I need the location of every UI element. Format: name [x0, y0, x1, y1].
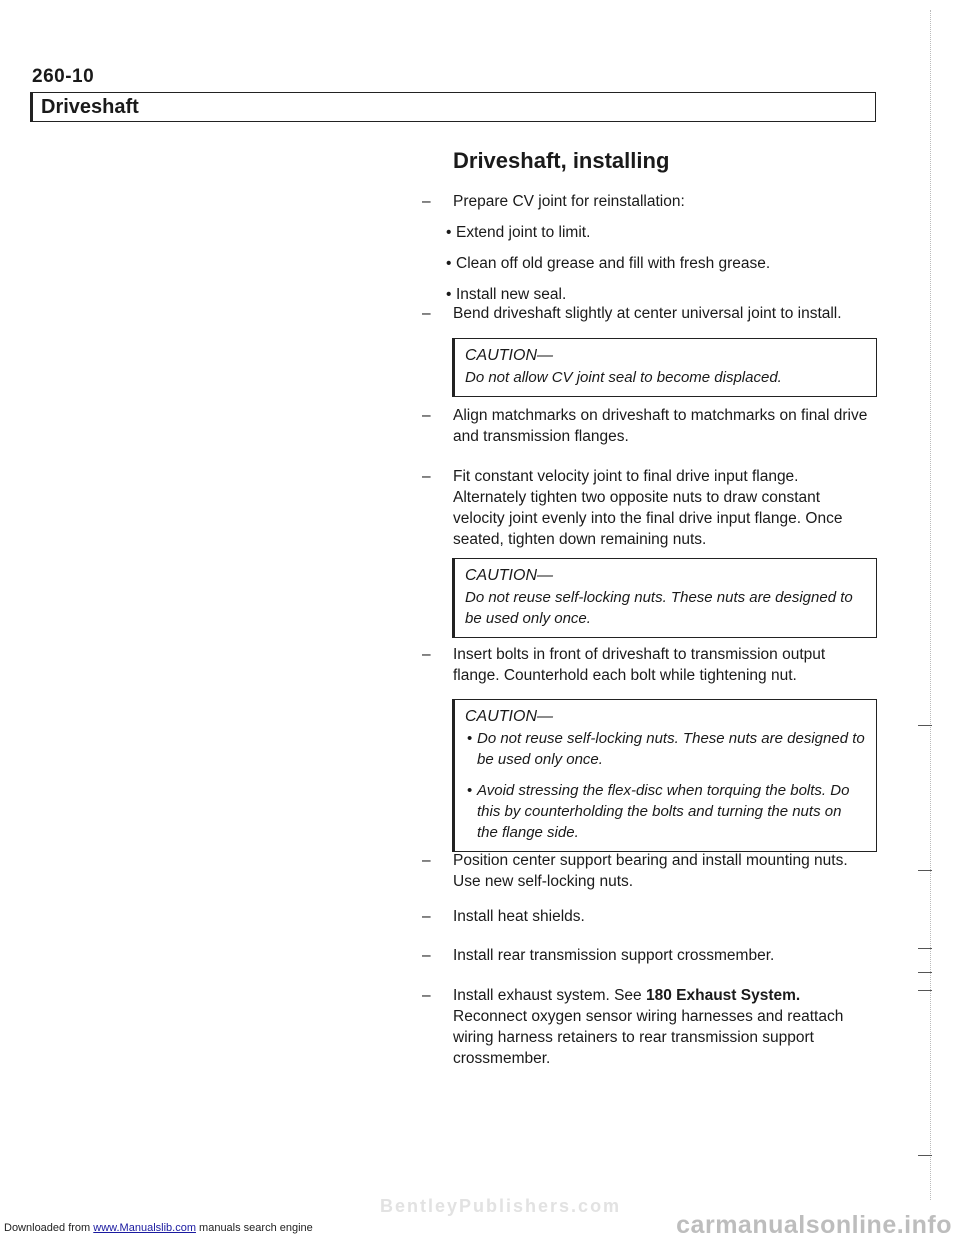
section-title: Driveshaft — [41, 96, 139, 118]
procedure-step — [422, 466, 872, 550]
step-text: Insert bolts in front of driveshaft to transmission output flange. Counterhold each bolt while tightening nut. — [453, 646, 826, 684]
step-text: Bend driveshaft slightly at center universal joint to install. — [453, 305, 842, 322]
site-brand: carmanualsonline.info — [676, 1211, 952, 1239]
scan-edge-mark — [918, 990, 932, 991]
scan-edge-mark — [918, 972, 932, 973]
step-bullet: • Extend joint to limit. — [456, 222, 872, 243]
scan-edge-mark — [918, 1155, 932, 1156]
cross-reference: 180 Exhaust System. — [645, 987, 801, 1004]
step-dash: – — [422, 852, 431, 869]
caution-title: CAUTION— — [465, 347, 553, 364]
manualslib-link[interactable]: www.Manualslib.com — [93, 1222, 196, 1234]
scan-edge-mark — [918, 948, 932, 949]
step-dash: – — [422, 947, 431, 964]
download-footer — [4, 1222, 313, 1234]
page-number: 260-10 — [32, 66, 95, 87]
scan-edge-mark — [918, 870, 932, 871]
caution-box — [452, 699, 877, 852]
step-dash: – — [422, 193, 431, 210]
scan-edge-mark — [918, 725, 932, 726]
step-bullet: • Clean off old grease and fill with fresh grease. — [456, 253, 872, 274]
caution-box — [452, 558, 877, 638]
step-text-after: Reconnect oxygen sensor wiring harnesses and reattach wiring harness retainers to rear transmission support crossmember. — [453, 1008, 844, 1067]
step-text — [453, 985, 872, 1069]
step-text-before: Install exhaust system. See — [453, 987, 646, 1004]
scan-edge-line — [930, 10, 931, 1200]
caution-bullet: • Do not reuse self-locking nuts. These nuts are designed to be used only once. — [477, 728, 866, 770]
procedure-step — [422, 945, 872, 966]
procedure-step — [422, 405, 872, 447]
step-text: Prepare CV joint for reinstallation: — [453, 193, 685, 210]
procedure-step — [422, 906, 872, 927]
caution-text: Do not reuse self-locking nuts. These nuts are designed to be used only once. — [465, 589, 853, 627]
step-dash: – — [422, 468, 431, 485]
step-text: Install heat shields. — [453, 908, 585, 925]
step-dash: – — [422, 908, 431, 925]
caution-bullet-list — [465, 728, 866, 843]
step-text: Fit constant velocity joint to final drive input flange. Alternately tighten two opposite nuts to draw constant velocity joint evenly into the final drive input flange. Once seated, tighten down remaining nuts. — [453, 468, 843, 548]
caution-title: CAUTION— — [465, 708, 553, 725]
caution-text: Do not allow CV joint seal to become displaced. — [465, 369, 782, 386]
publisher-watermark: BentleyPublishers.com — [380, 1196, 622, 1216]
procedure-step — [422, 850, 872, 892]
procedure-step — [422, 644, 872, 686]
step-text: Install rear transmission support crossmember. — [453, 947, 775, 964]
section-header — [30, 92, 876, 122]
step-bullet: • Install new seal. — [456, 284, 872, 305]
procedure-heading: Driveshaft, installing — [453, 148, 670, 173]
step-text: Position center support bearing and install mounting nuts. Use new self-locking nuts. — [453, 852, 848, 890]
footer-prefix: Downloaded from — [4, 1222, 94, 1234]
step-text: Align matchmarks on driveshaft to matchmarks on final drive and transmission flanges. — [453, 407, 868, 445]
procedure-step — [422, 191, 872, 305]
step-dash: – — [422, 987, 431, 1004]
step-dash: – — [422, 407, 431, 424]
procedure-step — [422, 303, 872, 324]
caution-title: CAUTION— — [465, 567, 553, 584]
procedure-step — [422, 985, 872, 1069]
step-dash: – — [422, 305, 431, 322]
caution-bullet: • Avoid stressing the flex-disc when torquing the bolts. Do this by counterholding the bolts and turning the nuts on the flange side. — [477, 780, 866, 843]
step-bullet-list — [456, 222, 872, 305]
caution-box — [452, 338, 877, 397]
footer-suffix: manuals search engine — [195, 1222, 313, 1234]
step-dash: – — [422, 646, 431, 663]
